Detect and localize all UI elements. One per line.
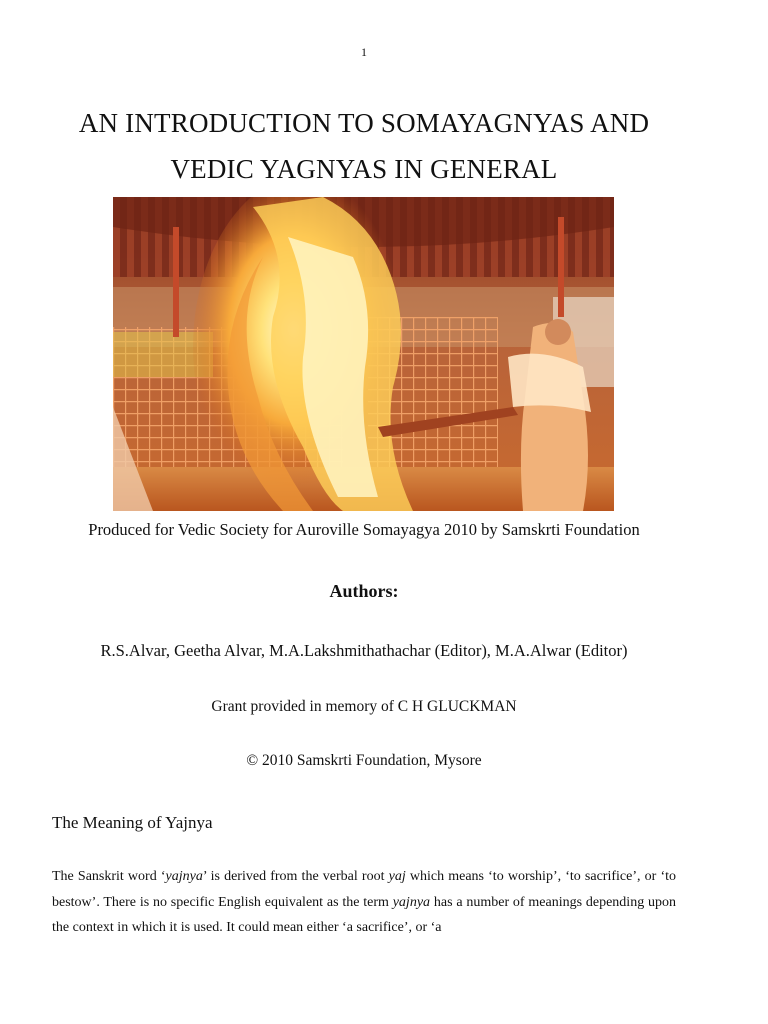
grant-line: Grant provided in memory of C H GLUCKMAN bbox=[211, 698, 517, 715]
text-run: ’ is derived from the verbal root bbox=[202, 869, 389, 884]
copyright-line: © 2010 Samskrti Foundation, Mysore bbox=[246, 752, 482, 769]
title-line-2: VEDIC YAGNYAS IN GENERAL bbox=[170, 154, 558, 184]
page-number: 1 bbox=[361, 45, 367, 59]
document-title bbox=[0, 100, 728, 192]
produced-for-line: Produced for Vedic Society for Auroville Somayagya 2010 by Samskrti Foundation bbox=[88, 520, 640, 539]
term-yaj: yaj bbox=[388, 869, 406, 884]
body-paragraph bbox=[52, 864, 676, 941]
authors-list: R.S.Alvar, Geetha Alvar, M.A.Lakshmithathachar (Editor), M.A.Alwar (Editor) bbox=[100, 641, 628, 660]
authors-label: Authors: bbox=[329, 581, 399, 601]
section-heading: The Meaning of Yajnya bbox=[52, 813, 213, 832]
term-yajnya: yajnya bbox=[165, 869, 203, 884]
text-run: The Sanskrit word ‘ bbox=[52, 869, 166, 884]
text-run: which means ‘to worship’, ‘to sacrifice’, or ‘to bestow’. There is no specific English equivalent as the term bbox=[52, 869, 676, 910]
text-run: has a number of meanings depending upon the context in which it is used. It could mean either ‘a sacrifice’, or ‘a bbox=[52, 894, 677, 935]
term-yajnya: yajnya bbox=[392, 894, 431, 910]
yagnya-fire-photo bbox=[113, 197, 614, 511]
title-line-1: AN INTRODUCTION TO SOMAYAGNYAS AND bbox=[78, 108, 650, 138]
